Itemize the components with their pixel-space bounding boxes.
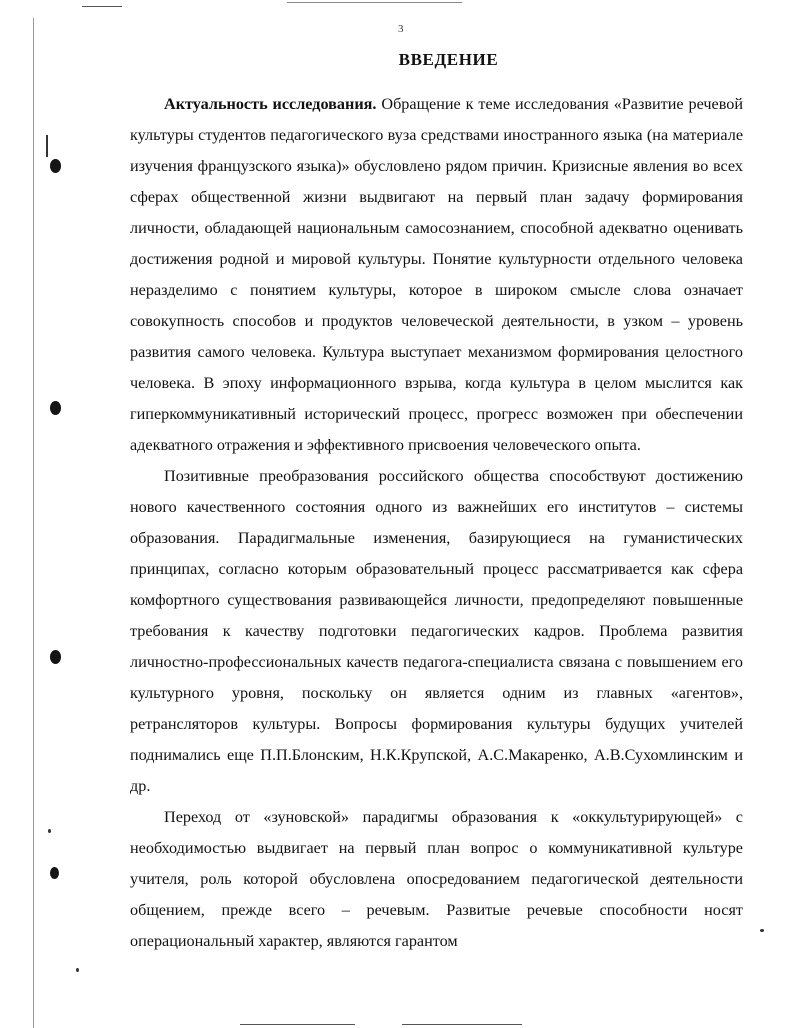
paragraph-1 bbox=[130, 89, 743, 461]
body-text bbox=[130, 89, 743, 957]
paragraph-1-lead: Актуальность исследования. bbox=[164, 95, 377, 113]
paragraph-3: Переход от «зуновской» парадигмы образования к «оккультурирующей» с необходимостью выдвигает на первый план вопрос о коммуникативной культуре учителя, роль которой обусловлена опосредованием педагогической деятельности общением, прежде всего – речевым. Развитые речевые способности носят операциональный характер, являются гарантом bbox=[130, 808, 743, 950]
page-number: 3 bbox=[398, 23, 404, 35]
scan-line-top-center bbox=[287, 2, 462, 3]
speck-left-1 bbox=[48, 829, 51, 833]
scan-line-bottom-center bbox=[240, 1024, 355, 1025]
scan-line-top-left bbox=[82, 6, 122, 7]
paragraph-2: Позитивные преобразования российского общества способствуют достижению нового качественного состояния одного из важнейших его институтов – системы образования. Парадигмальные изменения, базирующиеся на гуманистических принципах, согласно которым образовательный процесс рассматривается как сфера комфортного существования развивающейся личности, предопределяют повышенные требования к качеству подготовки педагогических кадров. Проблема развития личностно-профессиональных качеств педагога-специалиста связана с повышением его культурного уровня, поскольку он является одним из главных «агентов», ретрансляторов культуры. Вопросы формирования культуры будущих учителей поднимались еще П.П.Блонским, Н.К.Крупской, А.С.Макаренко, А.В.Сухомлинским и др. bbox=[130, 467, 743, 795]
margin-line-mark bbox=[46, 135, 48, 157]
punch-hole-2 bbox=[50, 401, 61, 415]
punch-hole-4 bbox=[50, 867, 59, 879]
speck-right bbox=[760, 929, 764, 932]
speck-left-2 bbox=[76, 968, 79, 972]
paragraph-1-text: Обращение к теме исследования «Развитие речевой культуры студентов педагогического вуза средствами иностранного языка (на материале изучения французского языка)» обусловлено рядом причин. Кризисные явления во всех сферах общественной жизни выдвигают на первый план задачу формирования личности, обладающей национальным самосознанием, способной адекватно оценивать достижения родной и мировой культуры. Понятие культурности отдельного человека неразделимо с понятием культуры, которое в широком смысле слова означает совокупность способов и продуктов человеческой деятельности, в узком – уровень развития самого человека. Культура выступает механизмом формирования целостного человека. В эпоху информационного взрыва, когда культура в целом мыслится как гиперкоммуникативный исторический процесс, прогресс возможен при обеспечении адекватного отражения и эффективного присвоения человеческого опыта. bbox=[130, 95, 743, 454]
punch-hole-3 bbox=[50, 650, 61, 664]
margin-line-left bbox=[33, 18, 34, 1028]
scan-line-bottom-right bbox=[402, 1024, 522, 1025]
page-title: ВВЕДЕНИЕ bbox=[398, 50, 499, 69]
punch-hole-1 bbox=[50, 159, 61, 173]
